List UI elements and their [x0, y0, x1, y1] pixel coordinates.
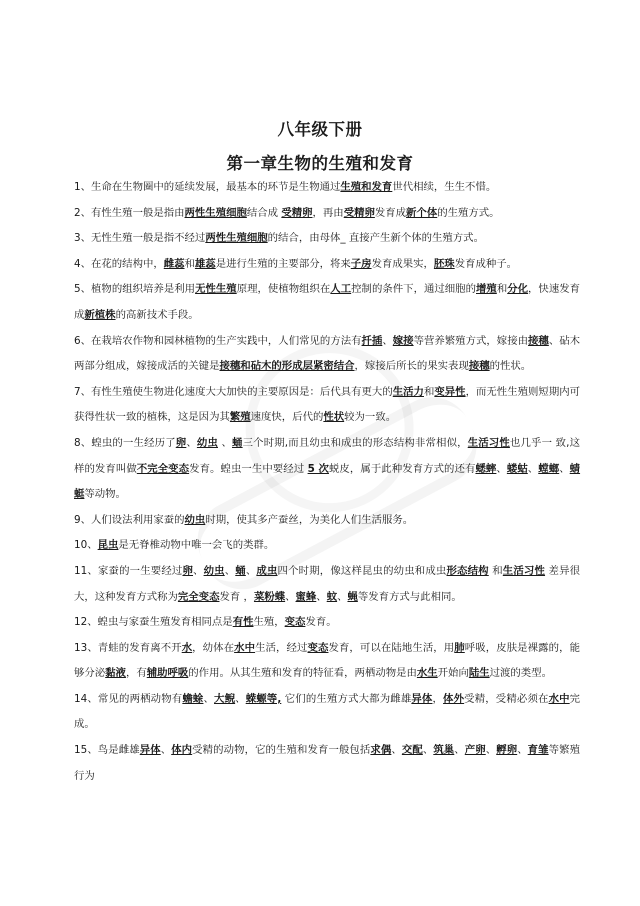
highlighted-term: 形态结构	[446, 564, 489, 577]
highlighted-term: 幼虫	[203, 564, 225, 577]
highlighted-term: 变态	[307, 641, 329, 654]
highlighted-term: 昆虫	[97, 539, 119, 552]
highlighted-term: 胚珠	[433, 257, 455, 270]
highlighted-term: 变态	[284, 616, 306, 629]
item-text: 四个时期，像这样昆虫的幼虫和成虫	[277, 564, 447, 577]
list-item	[74, 226, 580, 252]
highlighted-term: 水中	[234, 641, 256, 654]
highlighted-term: 体外	[443, 692, 465, 705]
highlighted-term: 变异性	[434, 385, 466, 398]
highlighted-term: 蝾螈等,	[245, 692, 282, 705]
item-text: 3、无性生殖一般是指不经过	[74, 232, 206, 245]
list-item	[74, 559, 580, 610]
highlighted-term: 蚊	[326, 590, 338, 603]
highlighted-term: 生活力	[392, 385, 424, 398]
highlighted-term: 不完全变态	[136, 462, 190, 475]
item-list	[74, 175, 580, 789]
item-text: 和	[488, 564, 503, 577]
highlighted-term: 水中	[548, 692, 570, 705]
item-text: 呼吸，皮肤是裸露的，能够分泌	[74, 641, 580, 680]
highlighted-term: 幼虫	[184, 513, 206, 526]
highlighted-term: 异体	[411, 692, 433, 705]
item-text: 5、植物的组织培养是利用	[74, 283, 196, 296]
item-text: 、	[527, 462, 539, 475]
highlighted-term: 肺	[454, 641, 465, 654]
item-text: ，幼体在	[192, 641, 235, 654]
item-text: 、	[391, 744, 402, 757]
highlighted-term: 黏液	[105, 667, 126, 680]
highlighted-term: 求偶	[370, 744, 392, 757]
highlighted-term: 孵卵	[496, 744, 518, 757]
item-text: 9、人们设法利用家蚕的	[74, 513, 185, 526]
highlighted-term: 成虫	[256, 564, 278, 577]
highlighted-term: 受精卵	[281, 206, 313, 219]
highlighted-term: 水	[181, 641, 193, 654]
item-text: 14、常见的两栖动物有	[74, 692, 183, 705]
item-text: 、	[422, 744, 434, 757]
highlighted-term: 育雏	[527, 744, 549, 757]
item-text: 发育。蝗虫一生中要经过	[189, 462, 308, 475]
highlighted-term: 完全变态	[177, 590, 220, 603]
item-text: 的高新技术手段。	[115, 308, 199, 321]
highlighted-term: 无性生殖	[195, 283, 237, 296]
list-item	[74, 329, 580, 380]
item-text: 开始向	[437, 667, 469, 680]
highlighted-term: 子房	[350, 257, 372, 270]
item-text: 、	[285, 590, 296, 603]
highlighted-term: 生殖和发育	[340, 181, 393, 193]
item-text: 受精的动物，它的生殖和发育一般包括	[192, 744, 371, 757]
highlighted-term: 生活习性	[467, 436, 510, 449]
item-text: ，有	[125, 667, 147, 680]
item-text: 6、在栽培农作物和园林植物的生产实践中，人们常见的方法有	[74, 334, 362, 347]
chapter-title: 第一章生物的生殖和发育	[226, 154, 414, 173]
highlighted-term: 生活习性	[502, 564, 546, 577]
highlighted-term: 有性	[232, 616, 254, 629]
item-text: 、	[485, 744, 497, 757]
item-text: 、	[245, 564, 257, 577]
item-text: 、	[496, 462, 507, 475]
highlighted-term: 交配	[401, 744, 423, 757]
item-text: 等动物。	[84, 488, 126, 501]
item-text: 13、青蛙的发育离不开	[74, 641, 182, 654]
item-text: 世代相续，生生不惜。	[392, 181, 497, 193]
item-text: 、	[235, 692, 246, 705]
item-text: 也几乎一 致,这样的发育叫做	[74, 436, 581, 475]
item-text: 它们的生殖方式大都为雌雄	[281, 692, 412, 705]
highlighted-term: 蟋蟀	[475, 462, 497, 475]
item-text: 控制的条件下，通过细胞的	[351, 283, 476, 296]
item-text: 发育。	[305, 616, 337, 629]
highlighted-term: 蝇	[347, 590, 358, 603]
item-text: 、	[559, 462, 570, 475]
item-text: 时期，使其多产蚕丝，为美化人们生活服务。	[205, 513, 414, 526]
item-text: 1、生命在生物圈中的延续发展，最基本的环节是生物通过	[74, 181, 341, 193]
item-text: ，而无性生殖则短期内可获得性状一致的植株，这是因为其	[74, 385, 581, 424]
highlighted-term: 异体	[139, 744, 161, 757]
item-text: 、	[454, 744, 465, 757]
highlighted-term: 扦插	[361, 334, 383, 347]
list-item	[74, 533, 580, 559]
highlighted-term: 受精卵	[343, 206, 375, 219]
item-text: 发育成种子。	[454, 257, 518, 270]
item-text: 较为一致。	[344, 411, 397, 424]
item-text: 等营养繁殖方式，嫁接由	[413, 334, 529, 347]
highlighted-term: 分化	[507, 283, 529, 296]
item-text: 完成。	[74, 692, 581, 731]
list-item	[74, 431, 580, 508]
item-text: 发育，可以在陆地生活，用	[328, 641, 455, 654]
item-text: 、	[186, 436, 197, 449]
highlighted-term: 体内	[171, 744, 193, 757]
item-text: 的性状。	[489, 360, 532, 373]
highlighted-term: 接穗	[528, 334, 549, 347]
list-item	[74, 636, 580, 687]
highlighted-term: 人工	[330, 283, 352, 296]
item-text: 蜕皮，属于此种发育方式的还有	[328, 462, 476, 475]
item-text: 、	[218, 436, 233, 449]
item-text: 、	[203, 692, 215, 705]
item-text: 和	[423, 385, 435, 398]
item-text: 12、蝗虫与家蚕生殖发育相同点是	[74, 616, 233, 629]
highlighted-term: 雄蕊	[194, 257, 216, 270]
item-text: 、	[517, 744, 528, 757]
list-item	[74, 687, 580, 738]
item-text: 8、蝗虫的一生经历了	[74, 436, 176, 449]
highlighted-term: 两性生殖细胞	[205, 232, 268, 245]
highlighted-term: 接穗	[468, 360, 490, 373]
highlighted-term: 两性生殖细胞	[184, 206, 247, 219]
highlighted-term: 卵	[182, 564, 194, 577]
highlighted-term: 5 次	[307, 462, 329, 475]
item-text: 、	[316, 590, 327, 603]
highlighted-term: 蛹	[235, 564, 246, 577]
item-text: 是无脊椎动物中唯一会飞的类群。	[118, 539, 275, 552]
highlighted-term: 卵	[175, 436, 187, 449]
item-text: 的作用。从其生殖和发育的特征看，两栖动物是由	[188, 667, 417, 680]
item-text: 等繁殖行为	[74, 744, 580, 782]
highlighted-term: 新植株	[84, 308, 116, 321]
list-item	[74, 201, 580, 227]
item-text: 、	[160, 744, 172, 757]
item-text: 等发育方式与此相同。	[357, 590, 462, 603]
item-text: 发育成	[374, 206, 407, 219]
highlighted-term: 雌蕊	[163, 257, 185, 270]
item-text: 是进行生殖的主要部分，将来	[215, 257, 351, 270]
item-text: 、砧木两部分组成，嫁接成活的关键是	[74, 334, 581, 373]
item-text: 的生殖方式。	[437, 206, 500, 219]
list-item	[74, 610, 580, 636]
list-item	[74, 252, 580, 278]
highlighted-term: 蜻蜓	[74, 462, 581, 501]
highlighted-term: 产卵	[464, 744, 486, 757]
highlighted-term: 接穗和砧木的形成层紧密结合	[219, 360, 355, 373]
list-item	[74, 508, 580, 534]
item-text: 、	[337, 590, 348, 603]
item-text: 和	[184, 257, 195, 270]
item-text: 发育成果实，	[371, 257, 434, 270]
highlighted-term: 辅助呼吸	[146, 667, 189, 680]
highlighted-term: 蝼蛄	[506, 462, 528, 475]
highlighted-term: 大鲵	[214, 692, 236, 705]
item-text: 7、有性生殖使生物进化速度大大加快的主要原因是：后代具有更大的	[74, 385, 393, 398]
item-text: 的结合，由母体_ 直接产生新个体的生殖方式。	[267, 232, 484, 245]
highlighted-term: 幼虫	[196, 436, 218, 449]
grade-title: 八年级下册	[277, 120, 363, 139]
highlighted-term: 陆生	[468, 667, 490, 680]
item-text: ，再由	[312, 206, 344, 219]
highlighted-term: 蟾蜍	[182, 692, 204, 705]
item-text: 15、鸟是雌雄	[74, 744, 140, 757]
item-text: 差异很大，这种发育方式称为	[74, 564, 581, 603]
item-text: 4、在花的结构中，	[74, 257, 164, 270]
highlighted-term: 性状	[323, 411, 345, 424]
item-text: 生活，经过	[255, 641, 308, 654]
highlighted-term: 筑巢	[433, 744, 455, 757]
list-item	[74, 277, 580, 328]
highlighted-term: 繁殖	[229, 411, 251, 424]
item-text: 、	[193, 564, 204, 577]
item-text: 和	[496, 283, 508, 296]
highlighted-term: 菜粉蝶	[253, 590, 286, 603]
item-text: 结合成	[246, 206, 282, 219]
highlighted-term: 蜜蜂	[295, 590, 317, 603]
highlighted-term: 螳螂	[538, 462, 560, 475]
item-text: 、	[224, 564, 236, 577]
item-text: 速度快，后代的	[250, 411, 324, 424]
item-text: 生殖，	[253, 616, 285, 629]
highlighted-term: 增殖	[476, 283, 497, 296]
item-text: ，嫁接后所长的果实表现	[354, 360, 469, 373]
item-text: 原理，使植物组织在	[236, 283, 331, 296]
list-item	[74, 175, 580, 201]
list-item	[74, 380, 580, 431]
highlighted-term: 新个体	[406, 206, 438, 219]
list-item	[74, 738, 580, 789]
item-text: ，	[432, 692, 444, 705]
item-text: 受精，受精必须在	[464, 692, 549, 705]
item-text: ，快速发育成	[74, 283, 581, 321]
item-text: 11、家蚕的一生要经过	[74, 564, 183, 577]
item-text: 发育 ，	[219, 590, 254, 603]
highlighted-term: 水生	[416, 667, 438, 680]
item-text: 2、有性生殖一般是指由	[74, 206, 185, 219]
highlighted-term: 嫁接	[392, 334, 414, 347]
item-text: 三个时期,而且幼虫和成虫的形态结构非常相似，	[242, 436, 468, 449]
item-text: 、	[382, 334, 393, 347]
item-text: 10、	[74, 539, 98, 552]
item-text: 过渡的类型。	[489, 667, 552, 680]
highlighted-term: 蛹	[232, 436, 243, 449]
